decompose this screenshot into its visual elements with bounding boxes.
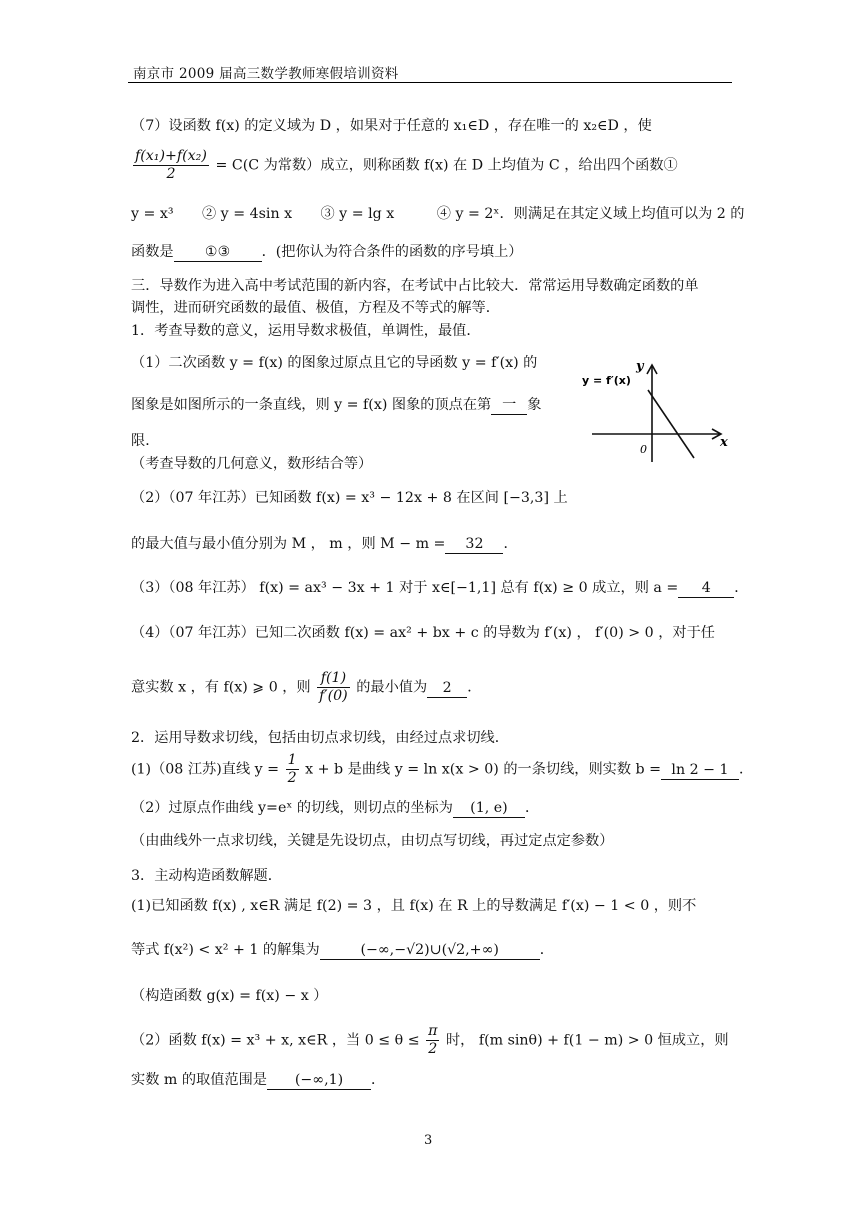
header-rule [128,82,732,83]
line-25-suffix: 时， f(m sinθ) + f(1 − m) > 0 恒成立，则 [445,1032,729,1049]
answer-blank: (−∞,1) [267,1072,371,1090]
line-22: (1)已知函数 f(x) , x∈R 满足 f(2) = 3 ，且 f(x) 在 R 上的导数满足 f′(x) − 1 < 0 ，则不 [131,898,697,914]
fraction-mean [133,148,209,183]
fraction-denominator: 2 [166,166,176,183]
derivative-graph [580,352,730,464]
line-21: 3．主动构造函数解题． [131,868,282,884]
line-16-prefix: 意实数 x ，有 f(x) ⩾ 0 ，则 [131,679,311,696]
fraction-numerator: 1 [286,752,299,770]
line-11: （考查导数的几何意义，数形结合等） [131,456,373,472]
line-10: 限． [131,433,160,449]
line-13 [131,536,518,554]
answer-blank: ln 2 − 1 [661,762,739,780]
line-24: （构造函数 g(x) = f(x) − x ） [131,988,328,1004]
line-25-prefix: （2）函数 f(x) = x³ + x, x∈R ，当 0 ≤ θ ≤ [131,1032,420,1049]
answer-blank: 2 [427,680,467,698]
line-7: 1．考查导数的意义，运用导数求极值，单调性，最值． [131,323,481,339]
line-14-suffix: ． [734,580,749,596]
fraction-denominator: 2 [287,770,297,787]
line-16-suffix: ． [467,679,482,696]
fraction-half [286,752,299,787]
line-6: 调性，进而研究函数的最值、极值，方程及不等式的解等． [131,300,500,316]
graph-x-label: x [720,435,728,450]
line-15: （4）（07 年江苏）已知二次函数 f(x) = ax² + bx + c 的导数为 f′(x) ， f′(0) > 0 ，对于任 [131,625,715,641]
graph-y-label: y [636,359,644,374]
derivative-line [648,390,694,458]
line-4 [131,244,523,262]
line-4-suffix: ．(把你认为符合条件的函数的序号填上） [261,244,523,260]
fraction-ratio [317,670,350,705]
page-number: 3 [424,1133,433,1148]
line-19-suffix: ． [524,800,540,816]
fraction-denominator: f′(0) [319,688,348,705]
line-19-prefix: （2）过原点作曲线 y=eˣ 的切线，则切点的坐标为 [131,800,453,816]
line-18-prefix: (1)（08 江苏)直线 y = [131,761,280,778]
line-23 [131,942,554,960]
line-18-suffix: ． [739,761,754,778]
answer-blank: 一 [491,397,527,415]
line-16-mid: 的最小值为 [356,679,428,696]
line-23-prefix: 等式 f(x²) < x² + 1 的解集为 [131,942,320,958]
answer-blank: 32 [445,536,503,554]
answer-blank: (−∞,−√2)∪(√2,+∞) [320,942,540,960]
graph-fprime-label: y = f′(x) [582,374,631,387]
line-18-mid: x + b 是曲线 y = ln x(x > 0) 的一条切线，则实数 b = [305,761,661,778]
line-1: （7）设函数 f(x) 的定义域为 D ，如果对于任意的 x₁∈D ，存在唯一的 x₂∈D ，使 [131,118,652,134]
fraction-numerator: f(x₁)+f(x₂) [133,148,209,166]
line-5: 三．导数作为进入高中考试范围的新内容，在考试中占比较大．常常运用导数确定函数的单 [131,278,699,294]
line-26-prefix: 实数 m 的取值范围是 [131,1072,267,1088]
graph-origin-label: 0 [640,443,647,456]
fraction-pi-half [426,1023,439,1058]
fraction-numerator: π [426,1023,439,1041]
answer-blank: ①③ [174,244,262,262]
line-19 [131,800,539,818]
line-14 [131,580,748,598]
answer-blank: 4 [678,580,734,598]
line-9-prefix: 图象是如图所示的一条直线，则 y = f(x) 图象的顶点在第 [131,397,492,413]
line-13-prefix: 的最大值与最小值分别为 M ， m ，则 M − m = [131,536,446,552]
line-8: （1）二次函数 y = f(x) 的图象过原点且它的导函数 y = f′(x) 的 [131,355,538,371]
line-12: （2）（07 年江苏）已知函数 f(x) = x³ − 12x + 8 在区间 [−3,3] 上 [131,490,568,506]
line-26 [131,1072,385,1090]
line-2-text: = C(C 为常数）成立，则称函数 f(x) 在 D 上均值为 C ，给出四个函数① [215,157,678,174]
page-header: 南京市 2009 届高三数学教师寒假培训资料 [133,66,399,82]
fraction-denominator: 2 [428,1041,438,1058]
line-23-suffix: ． [539,942,554,958]
line-9 [131,397,541,415]
fraction-numerator: f(1) [317,670,350,688]
line-4-prefix: 函数是 [131,244,174,260]
line-17: 2．运用导数求切线，包括由切点求切线，由经过点求切线． [131,730,509,746]
line-13-suffix: ． [503,536,518,552]
line-3: y = x³ ② y = 4sin x ③ y = lg x ④ y = 2ˣ．则满足在其定义域上均值可以为 2 的 [131,206,745,222]
line-25 [131,1023,729,1058]
line-9-suffix: 象 [527,397,542,413]
line-20: （由曲线外一点求切线，关键是先设切点，由切点写切线，再过定点定参数） [131,833,614,849]
line-18 [131,752,753,787]
answer-blank: (1, e) [453,800,525,818]
line-2 [131,148,678,183]
line-14-prefix: （3）（08 年江苏） f(x) = ax³ − 3x + 1 对于 x∈[−1,1] 总有 f(x) ≥ 0 成立，则 a = [131,580,679,596]
line-26-suffix: ． [370,1072,386,1088]
line-16 [131,670,481,705]
